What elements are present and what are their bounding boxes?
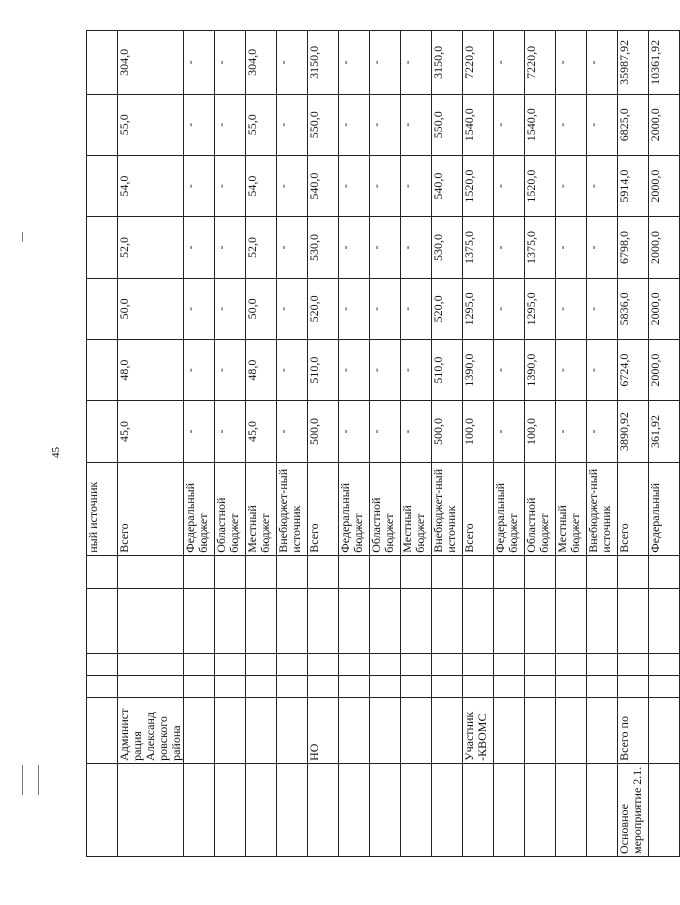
blank-cell [246,654,277,676]
blank-cell [556,654,587,676]
year-value-cell: 55,0 [118,94,184,155]
year-value-cell: - [277,94,308,155]
blank-cell [246,676,277,698]
year-value-cell: - [370,217,401,278]
event-cell [277,763,308,856]
year-value-cell: - [556,94,587,155]
year-value-cell: - [401,401,432,462]
year-value-cell: - [370,339,401,400]
year-value-cell: 54,0 [246,155,277,216]
year-value-cell: - [215,155,246,216]
year-value-cell: 2000,0 [649,155,680,216]
table-row [587,31,618,857]
total-value-cell: 7220,0 [463,31,494,95]
blank-cell [184,555,215,588]
year-value-cell: 530,0 [308,217,339,278]
blank-cell [401,588,432,654]
blank-cell [118,676,184,698]
blank-cell [556,588,587,654]
year-value-cell: - [494,278,525,339]
event-cell [370,763,401,856]
funding-source-cell: Федеральный [649,462,680,555]
total-value-cell: - [215,31,246,95]
blank-cell [649,676,680,698]
year-value-cell: 48,0 [246,339,277,400]
blank-cell [87,555,118,588]
funding-source-cell: Всего [118,462,184,555]
blank-cell [184,588,215,654]
year-value-cell: - [215,339,246,400]
blank-cell [339,555,370,588]
blank-cell [401,555,432,588]
blank-cell [463,676,494,698]
blank-cell [215,588,246,654]
table-row [401,31,432,857]
total-value-cell: - [277,31,308,95]
total-value-cell: - [401,31,432,95]
year-value-cell: - [401,155,432,216]
year-value-cell: - [339,94,370,155]
table-row [618,31,649,857]
total-value-cell: 3150,0 [308,31,339,95]
year-value-cell: 2000,0 [649,217,680,278]
year-value-cell: - [494,94,525,155]
year-value-cell: 1390,0 [525,339,556,400]
event-cell [118,763,184,856]
year-value-cell: - [370,278,401,339]
total-value-cell: 3150,0 [432,31,463,95]
blank-cell [463,588,494,654]
blank-cell [432,676,463,698]
year-value-cell: - [339,155,370,216]
blank-cell [87,588,118,654]
year-value-cell: 2000,0 [649,339,680,400]
year-value-cell: 1390,0 [463,339,494,400]
blank-cell [308,676,339,698]
year-value-cell [87,401,118,462]
year-value-cell: - [277,217,308,278]
funding-source-cell: Областной бюджет [525,462,556,555]
year-value-cell: 48,0 [118,339,184,400]
blank-cell [587,654,618,676]
year-value-cell [87,217,118,278]
year-value-cell [87,339,118,400]
year-value-cell: - [494,217,525,278]
total-value-cell: - [494,31,525,95]
table-row [525,31,556,857]
blank-cell [432,555,463,588]
year-value-cell: 520,0 [308,278,339,339]
year-value-cell: 55,0 [246,94,277,155]
funding-source-cell: Местный бюджет [401,462,432,555]
executor-cell: Всего по [618,698,649,764]
page-number: 45 [50,447,62,458]
year-value-cell: - [277,401,308,462]
table-row [277,31,308,857]
year-value-cell: 54,0 [118,155,184,216]
blank-cell [525,676,556,698]
executor-cell: Участник -КВОМС [463,698,494,764]
table-row [432,31,463,857]
blank-cell [277,654,308,676]
blank-cell [370,654,401,676]
event-cell [308,763,339,856]
total-value-cell: 304,0 [246,31,277,95]
blank-cell [277,588,308,654]
executor-cell [184,698,215,764]
year-value-cell: - [184,94,215,155]
funding-source-cell: Внебюджет-ный источник [277,462,308,555]
funding-source-cell: Федеральный бюджет [339,462,370,555]
blank-cell [87,654,118,676]
blank-cell [525,654,556,676]
year-value-cell: - [215,278,246,339]
year-value-cell: - [277,339,308,400]
blank-cell [339,676,370,698]
funding-source-cell: Областной бюджет [370,462,401,555]
year-value-cell: 100,0 [463,401,494,462]
year-value-cell: 550,0 [432,94,463,155]
event-cell [463,763,494,856]
year-value-cell: - [587,94,618,155]
total-value-cell: - [184,31,215,95]
year-value-cell: - [401,94,432,155]
year-value-cell: - [215,94,246,155]
year-value-cell: 1375,0 [525,217,556,278]
blank-cell [587,588,618,654]
total-value-cell: 35987,92 [618,31,649,95]
executor-cell [401,698,432,764]
event-cell [215,763,246,856]
year-value-cell: - [184,278,215,339]
blank-cell [618,555,649,588]
year-value-cell: 1540,0 [463,94,494,155]
year-value-cell: - [587,278,618,339]
year-value-cell: 3890,92 [618,401,649,462]
year-value-cell: 510,0 [308,339,339,400]
blank-cell [277,676,308,698]
total-value-cell: 10361,92 [649,31,680,95]
year-value-cell: 530,0 [432,217,463,278]
year-value-cell [87,155,118,216]
year-value-cell: - [556,401,587,462]
year-value-cell: - [587,217,618,278]
blank-cell [118,588,184,654]
table-row [494,31,525,857]
executor-cell: НО [308,698,339,764]
year-value-cell: - [277,278,308,339]
executor-cell [525,698,556,764]
year-value-cell: 361,92 [649,401,680,462]
year-value-cell: 6724,0 [618,339,649,400]
event-cell [556,763,587,856]
executor-cell [215,698,246,764]
year-value-cell: - [401,217,432,278]
margin-mark [22,232,23,242]
table-row [556,31,587,857]
year-value-cell: - [215,217,246,278]
year-value-cell: 6798,0 [618,217,649,278]
year-value-cell: - [370,401,401,462]
blank-cell [339,588,370,654]
blank-cell [556,676,587,698]
event-cell [432,763,463,856]
year-value-cell: 2000,0 [649,278,680,339]
year-value-cell: - [494,155,525,216]
year-value-cell: 1295,0 [525,278,556,339]
funding-source-cell: Внебюджет-ный источник [587,462,618,555]
funding-source-cell: Местный бюджет [246,462,277,555]
year-value-cell: 52,0 [118,217,184,278]
blank-cell [432,588,463,654]
year-value-cell: - [339,278,370,339]
blank-cell [649,555,680,588]
year-value-cell: - [184,401,215,462]
year-value-cell: - [587,401,618,462]
year-value-cell: - [556,155,587,216]
blank-cell [494,588,525,654]
executor-cell [246,698,277,764]
blank-cell [215,555,246,588]
event-cell [184,763,215,856]
blank-cell [401,654,432,676]
executor-cell [494,698,525,764]
blank-cell [525,555,556,588]
year-value-cell: 52,0 [246,217,277,278]
blank-cell [215,654,246,676]
year-value-cell: 5914,0 [618,155,649,216]
year-value-cell: - [339,401,370,462]
blank-cell [618,676,649,698]
year-value-cell: - [494,339,525,400]
year-value-cell: - [587,339,618,400]
year-value-cell: 5836,0 [618,278,649,339]
year-value-cell: 45,0 [246,401,277,462]
year-value-cell: - [184,155,215,216]
table-row [308,31,339,857]
event-cell [649,763,680,856]
blank-cell [587,676,618,698]
funding-source-cell: Федеральный бюджет [184,462,215,555]
executor-cell [556,698,587,764]
table-row [339,31,370,857]
year-value-cell: 1540,0 [525,94,556,155]
blank-cell [339,654,370,676]
year-value-cell: - [370,155,401,216]
table-row [246,31,277,857]
blank-cell [494,654,525,676]
blank-cell [118,654,184,676]
blank-cell [370,676,401,698]
event-cell [494,763,525,856]
blank-cell [525,588,556,654]
blank-cell [432,654,463,676]
blank-cell [649,588,680,654]
blank-cell [587,555,618,588]
year-value-cell: - [339,217,370,278]
blank-cell [184,676,215,698]
funding-source-cell: Внебюджет-ный источник [432,462,463,555]
executor-cell [649,698,680,764]
blank-cell [118,555,184,588]
year-value-cell [87,94,118,155]
year-value-cell: 1520,0 [525,155,556,216]
total-value-cell: 7220,0 [525,31,556,95]
year-value-cell [87,278,118,339]
event-cell [587,763,618,856]
executor-cell [370,698,401,764]
funding-source-cell: Всего [463,462,494,555]
total-value-cell: - [339,31,370,95]
blank-cell [246,555,277,588]
blank-cell [184,654,215,676]
funding-source-cell: Местный бюджет [556,462,587,555]
year-value-cell: - [556,278,587,339]
blank-cell [215,676,246,698]
funding-source-cell: Областной бюджет [215,462,246,555]
table-row [87,31,118,857]
blank-cell [463,555,494,588]
year-value-cell: 50,0 [246,278,277,339]
year-value-cell: 540,0 [308,155,339,216]
total-value-cell: - [556,31,587,95]
funding-source-cell: ный источник [87,462,118,555]
margin-mark [22,765,23,795]
year-value-cell: - [370,94,401,155]
blank-cell [308,588,339,654]
total-value-cell: 304,0 [118,31,184,95]
blank-cell [277,555,308,588]
budget-table [86,30,680,857]
blank-cell [246,588,277,654]
executor-cell [432,698,463,764]
year-value-cell: 2000,0 [649,94,680,155]
table-row [184,31,215,857]
blank-cell [649,654,680,676]
event-cell: Основное мероприятие 2.1. [618,763,649,856]
executor-cell [87,698,118,764]
year-value-cell: - [556,339,587,400]
executor-cell: Админист рация Александ ровского района [118,698,184,764]
executor-cell [277,698,308,764]
funding-source-cell: Федеральный бюджет [494,462,525,555]
year-value-cell: 500,0 [308,401,339,462]
table-row [215,31,246,857]
blank-cell [87,676,118,698]
event-cell [339,763,370,856]
year-value-cell: - [215,401,246,462]
blank-cell [556,555,587,588]
blank-cell [494,676,525,698]
event-cell [525,763,556,856]
year-value-cell: 500,0 [432,401,463,462]
year-value-cell: 1520,0 [463,155,494,216]
year-value-cell: 45,0 [118,401,184,462]
blank-cell [463,654,494,676]
year-value-cell: 50,0 [118,278,184,339]
year-value-cell: - [494,401,525,462]
blank-cell [618,588,649,654]
year-value-cell: - [277,155,308,216]
funding-source-cell: Всего [308,462,339,555]
blank-cell [370,555,401,588]
blank-cell [308,555,339,588]
year-value-cell: 540,0 [432,155,463,216]
year-value-cell: 6825,0 [618,94,649,155]
year-value-cell: - [401,278,432,339]
executor-cell [587,698,618,764]
table-row [370,31,401,857]
blank-cell [401,676,432,698]
blank-cell [494,555,525,588]
blank-cell [308,654,339,676]
blank-cell [370,588,401,654]
table-row [118,31,184,857]
year-value-cell: 100,0 [525,401,556,462]
total-value-cell [87,31,118,95]
executor-cell [339,698,370,764]
year-value-cell: - [184,217,215,278]
event-cell [87,763,118,856]
year-value-cell: - [401,339,432,400]
margin-mark [38,765,39,795]
year-value-cell: - [587,155,618,216]
funding-source-cell: Всего [618,462,649,555]
year-value-cell: 520,0 [432,278,463,339]
year-value-cell: 1375,0 [463,217,494,278]
table-row [649,31,680,857]
total-value-cell: - [370,31,401,95]
blank-cell [618,654,649,676]
event-cell [401,763,432,856]
table-row [463,31,494,857]
year-value-cell: 1295,0 [463,278,494,339]
year-value-cell: 510,0 [432,339,463,400]
year-value-cell: - [556,217,587,278]
total-value-cell: - [587,31,618,95]
year-value-cell: - [339,339,370,400]
event-cell [246,763,277,856]
year-value-cell: - [184,339,215,400]
year-value-cell: 550,0 [308,94,339,155]
